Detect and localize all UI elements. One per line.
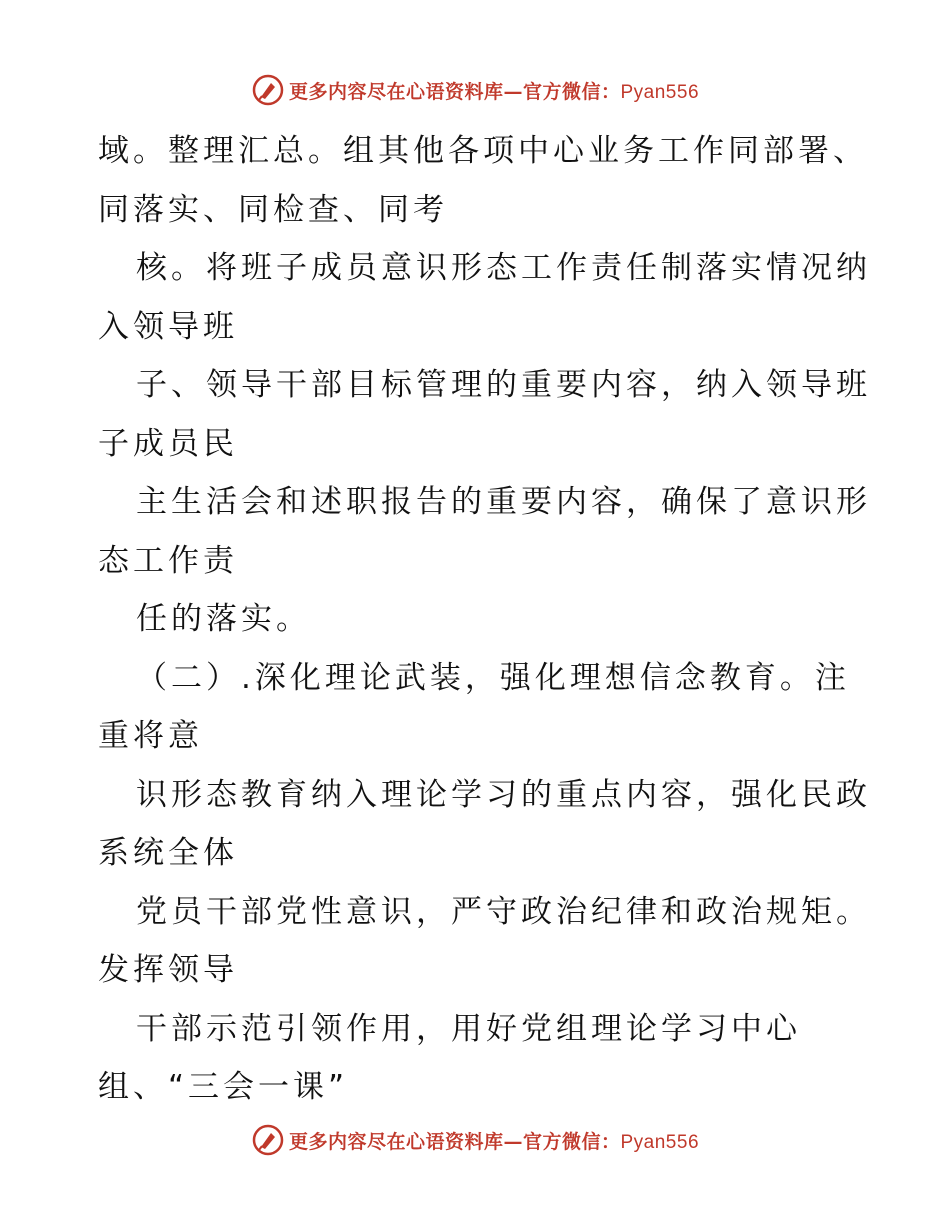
watermark-text: 更多内容尽在心语资料库—官方微信：Pyan556 [288, 1130, 700, 1153]
watermark-text: 更多内容尽在心语资料库—官方微信：Pyan556 [288, 80, 700, 103]
text-line: 同落实、同检查、同考 [98, 191, 448, 228]
text-line: 子、领导干部目标管理的重要内容，纳入领导班 [136, 367, 871, 403]
text-line: 系统全体 [98, 835, 238, 871]
text-line: 干部示范引领作用，用好党组理论学习中心 [136, 1010, 801, 1047]
text-line: 域。整理汇总。组其他各项中心业务工作同部署、 [98, 133, 868, 169]
text-line: 态工作责 [98, 542, 238, 579]
text-line: 发挥领导 [98, 952, 238, 988]
header-watermark [0, 70, 950, 110]
text-line: 核。将班子成员意识形态工作责任制落实情况纳 [136, 250, 871, 286]
pen-nib-logo-icon [251, 1123, 285, 1157]
watermark-wechat-id: Pyan556 [620, 1131, 700, 1153]
pen-nib-logo-icon [251, 73, 285, 107]
text-line: 识形态教育纳入理论学习的重点内容，强化民政 [136, 776, 871, 813]
text-line: 子成员民 [98, 425, 238, 462]
text-line: 任的落实。 [136, 601, 311, 637]
text-line: 党员干部党性意识，严守政治纪律和政治规矩。 [136, 893, 871, 930]
text-line: 重将意 [98, 718, 203, 754]
footer-watermark [0, 1120, 950, 1160]
text-line: 入领导班 [98, 308, 238, 345]
text-line: 组、“三会一课” [98, 1069, 349, 1105]
watermark-wechat-id: Pyan556 [620, 81, 700, 103]
section-heading-line: （二）.深化理论武装，强化理想信念教育。注 [136, 659, 850, 696]
body-text [98, 122, 871, 1117]
text-line: 主生活会和述职报告的重要内容，确保了意识形 [136, 484, 871, 520]
